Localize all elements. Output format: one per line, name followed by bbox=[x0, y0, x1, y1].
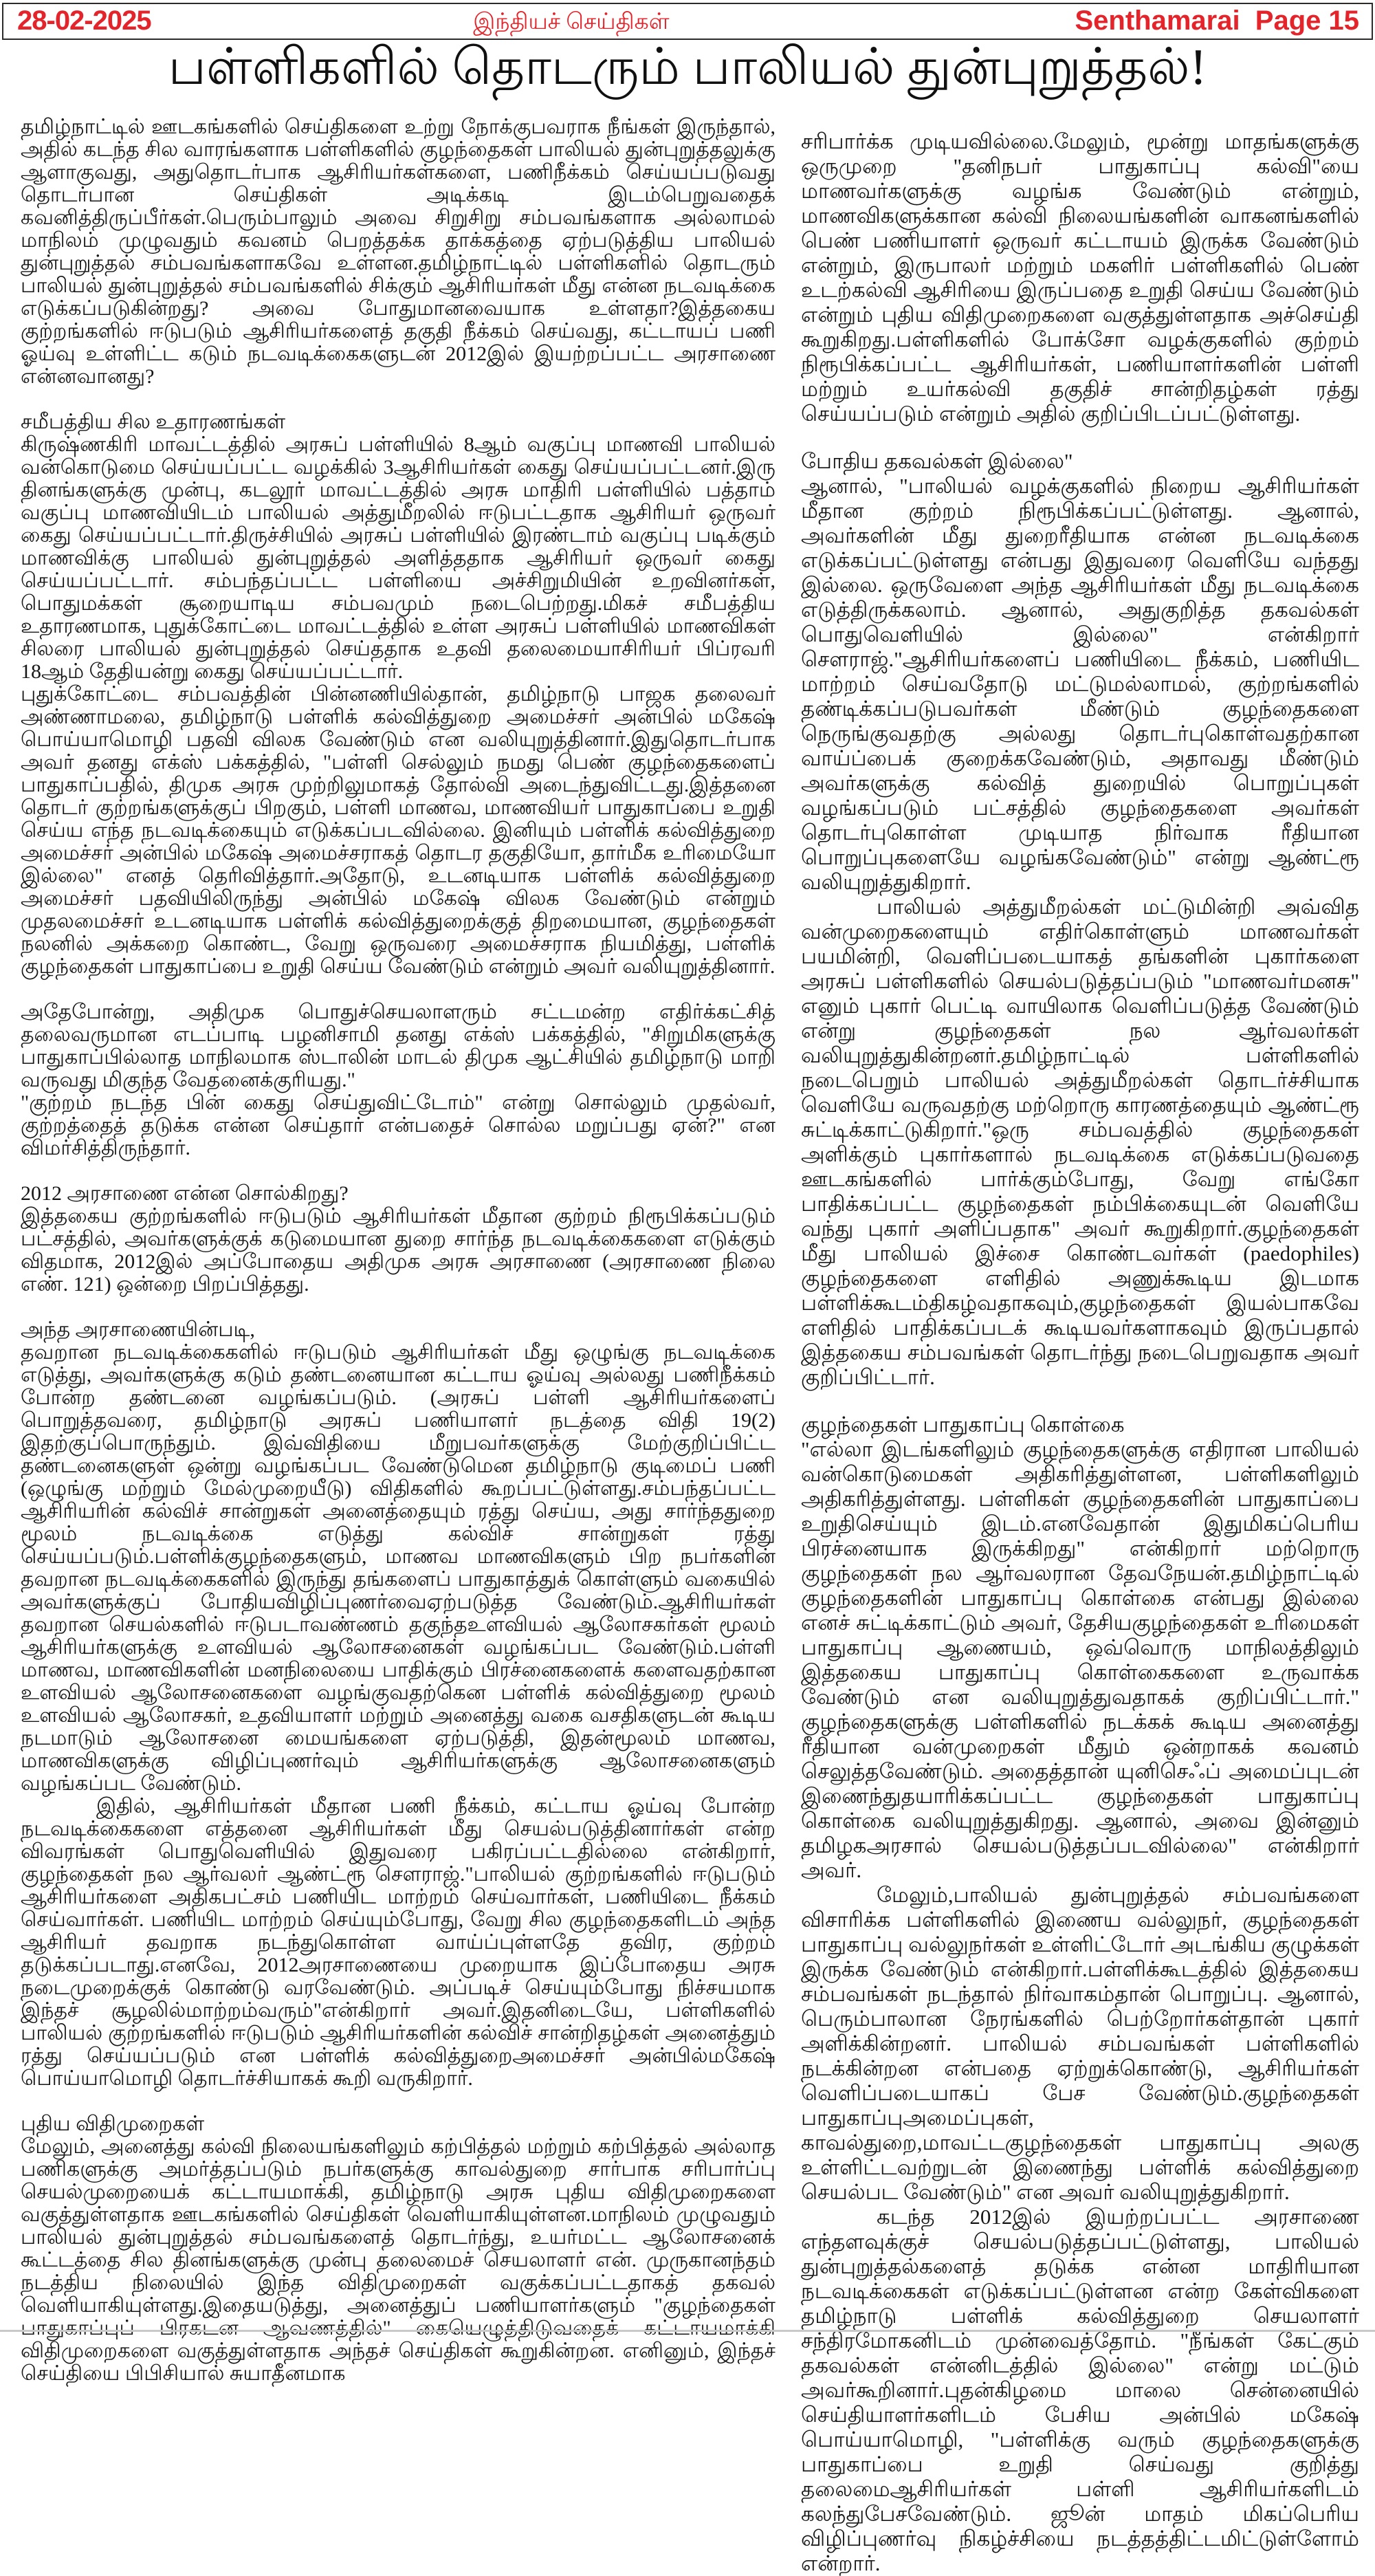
left-column-para-4: அதேபோன்று, அதிமுக பொதுச்செயலாளரும் சட்டமன்ற எதிர்க்கட்சித் தலைவருமான எடப்பாடி பழனிசாமி தனது எக்ஸ் பக்கத்தில், "சிறுமிகளுக்கு பாதுகாப்பில்லாத மாநிலமாக ஸ்டாலின் மாடல் திமுக ஆட்சியில் தமிழ்நாடு மாறி வருவது மிகுந்த வேதனைக்குரியது." bbox=[21, 1001, 776, 1091]
header-date: 28-02-2025 bbox=[17, 6, 151, 36]
header-paper-page: Senthamarai Page 15 bbox=[1075, 6, 1359, 36]
right-column-para-3: பாலியல் அத்துமீறல்கள் மட்டுமின்றி அவ்வித வன்முறைகளையும் எதிர்கொள்ளும் மாணவர்கள் பயமின்றி, வெளிப்படையாகத் தங்களின் புகார்களை அரசுப் பள்ளிகளில் செயல்படுத்தப்படும் "மாணவர்மனசு" எனும் புகார் பெட்டி வாயிலாக வெளிப்படுத்த வேண்டும் என்று குழந்தைகள் நல ஆர்வலர்கள் வலியுறுத்துகின்றனர்.தமிழ்நாட்டில் பள்ளிகளில் நடைபெறும் பாலியல் அத்துமீறல்கள் தொடர்ச்சியாக வெளியே வருவதற்கு மற்றொரு காரணத்தையும் ஆண்ட்ரூ சுட்டிக்காட்டுகிறார்."ஒரு சம்பவத்தில் குழந்தைகள் அளிக்கும் புகார்களால் நடவடிக்கை எடுக்கப்படுவதை ஊடகங்களில் பார்க்கும்போது, வேறு எங்கோ பாதிக்கப்பட்ட குழந்தைகள் நம்பிக்கையுடன் வெளியே வந்து புகார் அளிப்பதாக" அவர் கூறுகிறார்.குழந்தைகள் மீது பாலியல் இச்சை கொண்டவர்கள் (paedophiles) குழந்தைகளை எளிதில் அணுக்கூடிய இடமாக பள்ளிக்கூடம்திகழ்வதாகவும்,குழந்தைகள் இயல்பாகவே எளிதில் பாதிக்கப்படக் கூடியவர்களாகவும் இருப்பதால் இத்தகைய சம்பவங்கள் தொடர்ந்து நடைபெறுவதாக அவர் குறிப்பிட்டார். bbox=[801, 895, 1359, 1389]
left-column-para-10: இதில், ஆசிரியர்கள் மீதான பணி நீக்கம், கட்டாய ஓய்வு போன்ற நடவடிக்கைகளை எத்தனை ஆசிரியர்கள் மீது செயல்படுத்தினார்கள் என்ற விவரங்கள் பொதுவெளியில் இதுவரை பகிரப்பட்டதில்லை என்கிறார், குழந்தைகள் நல ஆர்வலர் ஆண்ட்ரூ சௌராஜ்."பாலியல் குற்றங்களில் ஈடுபடும் ஆசிரியர்களை அதிகபட்சம் பணியிட மாற்றம் செய்வார்கள், பணியிடை நீக்கம் செய்வார்கள். பணியிட மாற்றம் செய்யும்போது, வேறு சில குழந்தைகளிடம் அந்த ஆசிரியர் தவறாக நடந்துகொள்ள வாய்ப்புள்ளதே தவிர, குற்றம் தடுக்கப்படாது.எனவே, 2012அரசாணையை முறையாக இப்போதைய அரசு நடைமுறைக்குக் கொண்டு வரவேண்டும். அப்படிச் செய்யும்போது நிச்சயமாக இந்தச் சூழலில்மாற்றம்வரும்"என்கிறார் அவர்.இதனிடையே, பள்ளிகளில் பாலியல் குற்றங்களில் ஈடுபடும் ஆசிரியர்களின் கல்விச் சான்றிதழ்கள் அனைத்தும் ரத்து செய்யப்படும் என பள்ளிக் கல்வித்துறைஅமைச்சர் அன்பில்மகேஷ் பொய்யாமொழி தொடர்ச்சியாகக் கூறி வருகிறார். bbox=[21, 1795, 776, 2090]
right-column-para-7: கடந்த 2012இல் இயற்றப்பட்ட அரசாணை எந்தளவுக்குச் செயல்படுத்தப்பட்டுள்ளது, பாலியல் துன்புறுத்தல்களைத் தடுக்க என்ன மாதிரியான நடவடிக்கைகள் எடுக்கப்பட்டுள்ளன என்ற கேள்விகளை தமிழ்நாடு பள்ளிக் கல்வித்துறை செயலாளர் சந்திரமோகனிடம் முன்வைத்தோம். "நீங்கள் கேட்கும் தகவல்கள் என்னிடத்தில் இல்லை" என்று மட்டும் அவர்கூறினார்.புதன்கிழமை மாலை சென்னையில் செய்தியாளர்களிடம் பேசிய அன்பில் மகேஷ் பொய்யாமொழி, "பள்ளிக்கு வரும் குழந்தைகளுக்கு பாதுகாப்பை உறுதி செய்வது குறித்து தலைமைஆசிரியர்கள் பள்ளி ஆசிரியர்களிடம் கலந்துபேசவேண்டும். ஜூன் மாதம் மிகப்பெரிய விழிப்புணர்வு நிகழ்ச்சியை நடத்தத்திட்டமிட்டுள்ளோம் என்றார். bbox=[801, 2205, 1359, 2575]
left-column-para-9: தவறான நடவடிக்கைகளில் ஈடுபடும் ஆசிரியர்கள் மீது ஒழுங்கு நடவடிக்கை எடுத்து, அவர்களுக்கு கடும் தண்டனையான கட்டாய ஓய்வு அல்லது பணிநீக்கம் போன்ற தண்டனை வழங்கப்படும். (அரசுப் பள்ளி ஆசிரியர்களைப் பொறுத்தவரை, தமிழ்நாடு அரசுப் பணியாளர் நடத்தை விதி 19(2) இதற்குப்பொருந்தும். இவ்விதியை மீறுபவர்களுக்கு மேற்குறிப்பிட்ட தண்டனைகளுள் ஒன்று வழங்கப்பட வேண்டுமென தமிழ்நாடு குடிமைப் பணி (ஒழுங்கு மற்றும் மேல்முறையீடு) விதிகளில் கூறப்பட்டுள்ளது.சம்பந்தப்பட்ட ஆசிரியரின் கல்விச் சான்றுகள் அனைத்தையும் ரத்து செய்ய, அது சார்ந்ததுறை மூலம் நடவடிக்கை எடுத்து கல்விச் சான்றுகள் ரத்து செய்யப்படும்.பள்ளிக்குழந்தைகளும், மாணவ மாணவிகளும் பிற நபர்களின் தவறான நடவடிக்கைகளில் இருந்து தங்களைப் பாதுகாத்துக் கொள்ளும் வகையில் அவர்களுக்குப் போதியவிழிப்புணர்வைஏற்படுத்த வேண்டும்.ஆசிரியர்கள் தவறான செயல்களில் ஈடுபடாவண்ணம் தகுந்தஉளவியல் ஆலோசகர்கள் மூலம் ஆசிரியர்களுக்கு உளவியல் ஆலோசனைகள் வழங்கப்பட வேண்டும்.பள்ளி மாணவ, மாணவிகளின் மனநிலையை பாதிக்கும் பிரச்னைகளைக் களைவதற்கான உளவியல் ஆலோசனைகளை வழங்குவதற்கென பள்ளிக் கல்வித்துறை மூலம் உளவியல் ஆலோசகர், உதவியாளர் மற்றும் அனைத்து வகை வசதிகளுடன் கூடிய நடமாடும் ஆலோசனை மையங்களை ஏற்படுத்தி, இதன்மூலம் மாணவ, மாணவிகளுக்கு விழிப்புணர்வும் ஆசிரியர்களுக்கு ஆலோசனைகளும் வழங்கப்பட வேண்டும். bbox=[21, 1341, 776, 1795]
left-column-para-0: தமிழ்நாட்டில் ஊடகங்களில் செய்திகளை உற்று நோக்குபவராக நீங்கள் இருந்தால், அதில் கடந்த சில வாரங்களாக பள்ளிகளில் குழந்தைகள் பாலியல் துன்புறுத்தலுக்கு ஆளாகுவது, அதுதொடர்பாக ஆசிரியர்கள்களை, பணிநீக்கம் செய்யப்படுவது தொடர்பான செய்திகள் அடிக்கடி இடம்பெறுவதைக் கவனித்திருப்பீர்கள்.பெரும்பாலும் அவை சிறுசிறு சம்பவங்களாக அல்லாமல் மாநிலம் முழுவதும் கவனம் பெறத்தக்க தாக்கத்தை ஏற்படுத்திய பாலியல் துன்புறுத்தல் சம்பவங்களாகவே உள்ளன.தமிழ்நாட்டில் பள்ளிகளில் தொடரும் பாலியல் துன்புறுத்தல் சம்பவங்களில் சிக்கும் ஆசிரியர்கள் மீது என்ன நடவடிக்கை எடுக்கப்படுகின்றது? அவை போதுமானவையாக உள்ளதா?இத்தகைய குற்றங்களில் ஈடுபடும் ஆசிரியர்களைத் தகுதி நீக்கம் செய்வது, கட்டாயப் பணி ஓய்வு உள்ளிட்ட கடும் நடவடிக்கைகளுடன் 2012இல் இயற்றப்பட்ட அரசாணை என்னவானது? bbox=[21, 116, 776, 388]
right-column-heading-4: குழந்தைகள் பாதுகாப்பு கொள்கை bbox=[801, 1412, 1125, 1437]
right-column-para-6: மேலும்,பாலியல் துன்புறுத்தல் சம்பவங்களை விசாரிக்க பள்ளிகளில் இணைய வல்லுநர், குழந்தைகள் பாதுகாப்பு வல்லுநர்கள் உள்ளிட்டோர் அடங்கிய குழுக்கள் இருக்க வேண்டும் என்கிறார்.பள்ளிக்கூடத்தில் இத்தகைய சம்பவங்கள் நடந்தால் நிர்வாகம்தான் பொறுப்பு. ஆனால், பெரும்பாலான நேரங்களில் பெற்றோர்கள்தான் புகார் அளிக்கின்றனர். பாலியல் சம்பவங்கள் பள்ளிகளில் நடக்கின்றன என்பதை ஏற்றுக்கொண்டு, ஆசிரியர்கள் வெளிப்படையாகப் பேச வேண்டும்.குழந்தைகள் பாதுகாப்புஅமைப்புகள், காவல்துறை,மாவட்டகுழந்தைகள் பாதுகாப்பு அலகு உள்ளிட்டவற்றுடன் இணைந்து பள்ளிக் கல்வித்துறை செயல்பட வேண்டும்" என அவர் வலியுறுத்துகிறார். bbox=[801, 1883, 1359, 2204]
left-column bbox=[21, 116, 776, 2385]
left-column-heading-6: 2012 அரசாணை என்ன சொல்கிறது? bbox=[21, 1182, 349, 1205]
left-column-para-7: இத்தகைய குற்றங்களில் ஈடுபடும் ஆசிரியர்கள் மீதான குற்றம் நிரூபிக்கப்படும் பட்சத்தில், அவர்களுக்குக் கடுமையான துறை சார்ந்த நடவடிக்கைகளை எடுக்கும் விதமாக, 2012இல் அப்போதைய அதிமுக அரசு அரசாணை (அரசாணை நிலை எண். 121) ஒன்றை பிறப்பித்தது. bbox=[21, 1205, 776, 1296]
left-column-para-12: மேலும், அனைத்து கல்வி நிலையங்களிலும் கற்பித்தல் மற்றும் கற்பித்தல் அல்லாத பணிகளுக்கு அமர்த்தப்படும் நபர்களுக்கு காவல்துறை சார்பாக சரிபார்ப்பு செயல்முறையைக் கட்டாயமாக்கி, தமிழ்நாடு அரசு புதிய விதிமுறைகளை வகுத்துள்ளதாக ஊடகங்களில் செய்திகள் வெளியாகியுள்ளன.மாநிலம் முழுவதும் பாலியல் துன்புறுத்தல் சம்பவங்களைத் தொடர்ந்து, உயர்மட்ட ஆலோசனைக் கூட்டத்தை சில தினங்களுக்கு முன்பு தலைமைச் செயலாளர் என். முருகானந்தம் நடத்திய நிலையில் இந்த விதிமுறைகள் வகுக்கப்பட்டதாகத் தகவல் வெளியாகியுள்ளது.இதையடுத்து, அனைத்துப் பணியாளர்களும் "குழந்தைகள் பாதுகாப்புப் பிரகடன ஆவணத்தில்" கையெழுத்திடுவதைக் கட்டாயமாக்கி விதிமுறைகளை வகுத்துள்ளதாக அந்தச் செய்திகள் கூறுகின்றன. எனினும், இந்தச் செய்தியை பிபிசியால் சுயாதீனமாக bbox=[21, 2135, 776, 2385]
right-column bbox=[801, 129, 1359, 2576]
left-column-para-3: புதுக்கோட்டை சம்பவத்தின் பின்னணியில்தான், தமிழ்நாடு பாஜக தலைவர் அண்ணாமலை, தமிழ்நாடு பள்ளிக் கல்வித்துறை அமைச்சர் அன்பில் மகேஷ் பொய்யாமொழி பதவி விலக வேண்டும் என வலியுறுத்தினார்.இதுதொடர்பாக அவர் தனது எக்ஸ் பக்கத்தில், "பள்ளி செல்லும் நமது பெண் குழந்தைகளைப் பாதுகாப்பதில், திமுக அரசு முற்றிலுமாகத் தோல்வி அடைந்துவிட்டது.இத்தனை தொடர் குற்றங்களுக்குப் பிறகும், பள்ளி மாணவ, மாணவியர் பாதுகாப்பை உறுதி செய்ய எந்த நடவடிக்கையும் எடுக்கப்படவில்லை. இனியும் பள்ளிக் கல்வித்துறை அமைச்சர் அன்பில் மகேஷ் அமைச்சராகத் தொடர தகுதியோ, தார்மீக உரிமையோ இல்லை" எனத் தெரிவித்தார்.அதோடு, உடனடியாக பள்ளிக் கல்வித்துறை அமைச்சர் பதவியிலிருந்து அன்பில் மகேஷ் விலக வேண்டும் என்றும் முதலமைச்சர் உடனடியாக பள்ளிக் கல்வித்துறைக்குத் திறமையான, குழந்தைகள் நலனில் அக்கறை கொண்ட, வேறு ஒருவரை அமைச்சராக நியமித்து, பள்ளிக் குழந்தைகள் பாதுகாப்பை உறுதி செய்ய வேண்டும் என்றும் அவர் வலியுறுத்தினார். bbox=[21, 683, 776, 978]
left-column-heading-11: புதிய விதிமுறைகள் bbox=[21, 2113, 205, 2135]
right-column-para-0: சரிபார்க்க முடியவில்லை.மேலும், மூன்று மாதங்களுக்கு ஒருமுறை "தனிநபர் பாதுகாப்பு கல்வி"யை மாணவர்களுக்கு வழங்க வேண்டும் என்றும், மாணவிகளுக்கான கல்வி நிலையங்களின் வாகனங்களில் பெண் பணியாளர் ஒருவர் கட்டாயம் இருக்க வேண்டும் என்றும், இருபாலர் மற்றும் மகளிர் பள்ளிகளில் பெண் உடற்கல்வி ஆசிரியை இருப்பதை உறுதி செய்ய வேண்டும் என்றும் புதிய விதிமுறைகளை வகுத்துள்ளதாக அச்செய்தி கூறுகிறது.பள்ளிகளில் போக்சோ வழக்குகளில் குற்றம் நிரூபிக்கப்பட்ட ஆசிரியர்கள், பணியாளர்களின் பள்ளி மற்றும் உயர்கல்வி தகுதிச் சான்றிதழ்கள் ரத்து செய்யப்படும் என்றும் அதில் குறிப்பிடப்பட்டுள்ளது. bbox=[801, 129, 1359, 426]
left-column-heading-8: அந்த அரசாணையின்படி, bbox=[21, 1318, 255, 1341]
right-column-heading-1: போதிய தகவல்கள் இல்லை" bbox=[801, 449, 1073, 473]
right-column-para-5: "எல்லா இடங்களிலும் குழந்தைகளுக்கு எதிரான பாலியல் வன்கொடுமைகள் அதிகரித்துள்ளன, பள்ளிகளிலும் அதிகரித்துள்ளது. பள்ளிகள் குழந்தைகளின் பாதுகாப்பை உறுதிசெய்யும் இடம்.எனவேதான் இதுமிகப்பெரிய பிரச்னையாக இருக்கிறது" என்கிறார் மற்றொரு குழந்தைகள் நல ஆர்வலரான தேவநேயன்.தமிழ்நாட்டில் குழந்தைகளின் பாதுகாப்பு கொள்கை என்பது இல்லை எனச் சுட்டிக்காட்டும் அவர், தேசியகுழந்தைகள் உரிமைகள் பாதுகாப்பு ஆணையம், ஒவ்வொரு மாநிலத்திலும் இத்தகைய பாதுகாப்பு கொள்கைகளை உருவாக்க வேண்டும் என வலியுறுத்துவதாகக் குறிப்பிட்டார்." குழந்தைகளுக்கு பள்ளிகளில் நடக்கக் கூடிய அனைத்து ரீதியான வன்முறைகள் மீதும் ஒன்றாகக் கவனம் செலுத்தவேண்டும். அதைத்தான் யுனிசெஃப் அமைப்புடன் இணைந்துதயாரிக்கப்பட்ட குழந்தைகள் பாதுகாப்பு கொள்கை வலியுறுத்துகிறது. ஆனால், அவை இன்னும் தமிழகஅரசால் செயல்படுத்தப்படவில்லை" என்கிறார் அவர். bbox=[801, 1437, 1359, 1882]
article-headline: பள்ளிகளில் தொடரும் பாலியல் துன்புறுத்தல்! bbox=[168, 39, 1207, 96]
left-column-para-2: கிருஷ்ணகிரி மாவட்டத்தில் அரசுப் பள்ளியில் 8ஆம் வகுப்பு மாணவி பாலியல் வன்கொடுமை செய்யப்பட்ட வழக்கில் 3ஆசிரியர்கள் கைது செய்யப்பட்டனர்.இரு தினங்களுக்கு முன்பு, கடலூர் மாவட்டத்தில் அரசு மாதிரி பள்ளியில் பத்தாம் வகுப்பு மாணவியிடம் பாலியல் அத்துமீறலில் ஈடுபட்டதாக ஆசிரியர் ஒருவர் கைது செய்யப்பட்டார்.திருச்சியில் அரசுப் பள்ளியில் இரண்டாம் வகுப்பு படிக்கும் மாணவிக்கு பாலியல் துன்புறுத்தல் அளித்ததாக ஆசிரியர் ஒருவர் கைது செய்யப்பட்டார். சம்பந்தப்பட்ட பள்ளியை அச்சிறுமியின் உறவினர்கள், பொதுமக்கள் சூறையாடிய சம்பவமும் நடைபெற்றது.மிகச் சமீபத்திய உதாரணமாக, புதுக்கோட்டை மாவட்டத்தில் உள்ள அரசுப் பள்ளியில் மாணவிகள் சிலரை பாலியல் துன்புறுத்தல் செய்ததாக உதவி தலைமையாசிரியர் பிப்ரவரி 18ஆம் தேதியன்று கைது செய்யப்பட்டார். bbox=[21, 433, 776, 683]
header-section-title: இந்தியச் செய்திகள் bbox=[473, 10, 670, 34]
left-column-heading-1: சமீபத்திய சில உதாரணங்கள் bbox=[21, 411, 286, 433]
right-column-para-2: ஆனால், "பாலியல் வழக்குகளில் நிறைய ஆசிரியர்கள் மீதான குற்றம் நிரூபிக்கப்பட்டுள்ளது. ஆனால், அவர்களின் மீது துறைரீதியாக என்ன நடவடிக்கை எடுக்கப்பட்டுள்ளது என்பது இதுவரை வெளியே வந்தது இல்லை. ஒருவேளை அந்த ஆசிரியர்கள் மீது நடவடிக்கை எடுத்திருக்கலாம். ஆனால், அதுகுறித்த தகவல்கள் பொதுவெளியில் இல்லை" என்கிறார் சௌராஜ்."ஆசிரியர்களைப் பணியிடை நீக்கம், பணியிட மாற்றம் செய்வதோடு மட்டுமல்லாமல், குற்றங்களில் தண்டிக்கப்படுபவர்கள் மீண்டும் குழந்தைகளை நெருங்குவதற்கு அல்லது தொடர்புகொள்வதற்கான வாய்ப்பைக் குறைக்கவேண்டும், அதாவது மீண்டும் அவர்களுக்கு கல்வித் துறையில் பொறுப்புகள் வழங்கப்படும் பட்சத்தில் குழந்தைகளை அவர்கள் தொடர்புகொள்ள முடியாத நிர்வாக ரீதியான பொறுப்புகளையே வழங்கவேண்டும்" என்று ஆண்ட்ரூ வலியுறுத்துகிறார். bbox=[801, 474, 1359, 894]
bottom-divider bbox=[0, 2330, 1375, 2332]
left-column-para-5: "குற்றம் நடந்த பின் கைது செய்துவிட்டோம்" என்று சொல்லும் முதல்வர், குற்றத்தைத் தடுக்க என்ன செய்தார் என்பதைச் சொல்ல மறுப்பது ஏன்?" என விமர்சித்திருந்தார். bbox=[21, 1091, 776, 1159]
header-bar bbox=[2, 3, 1373, 40]
